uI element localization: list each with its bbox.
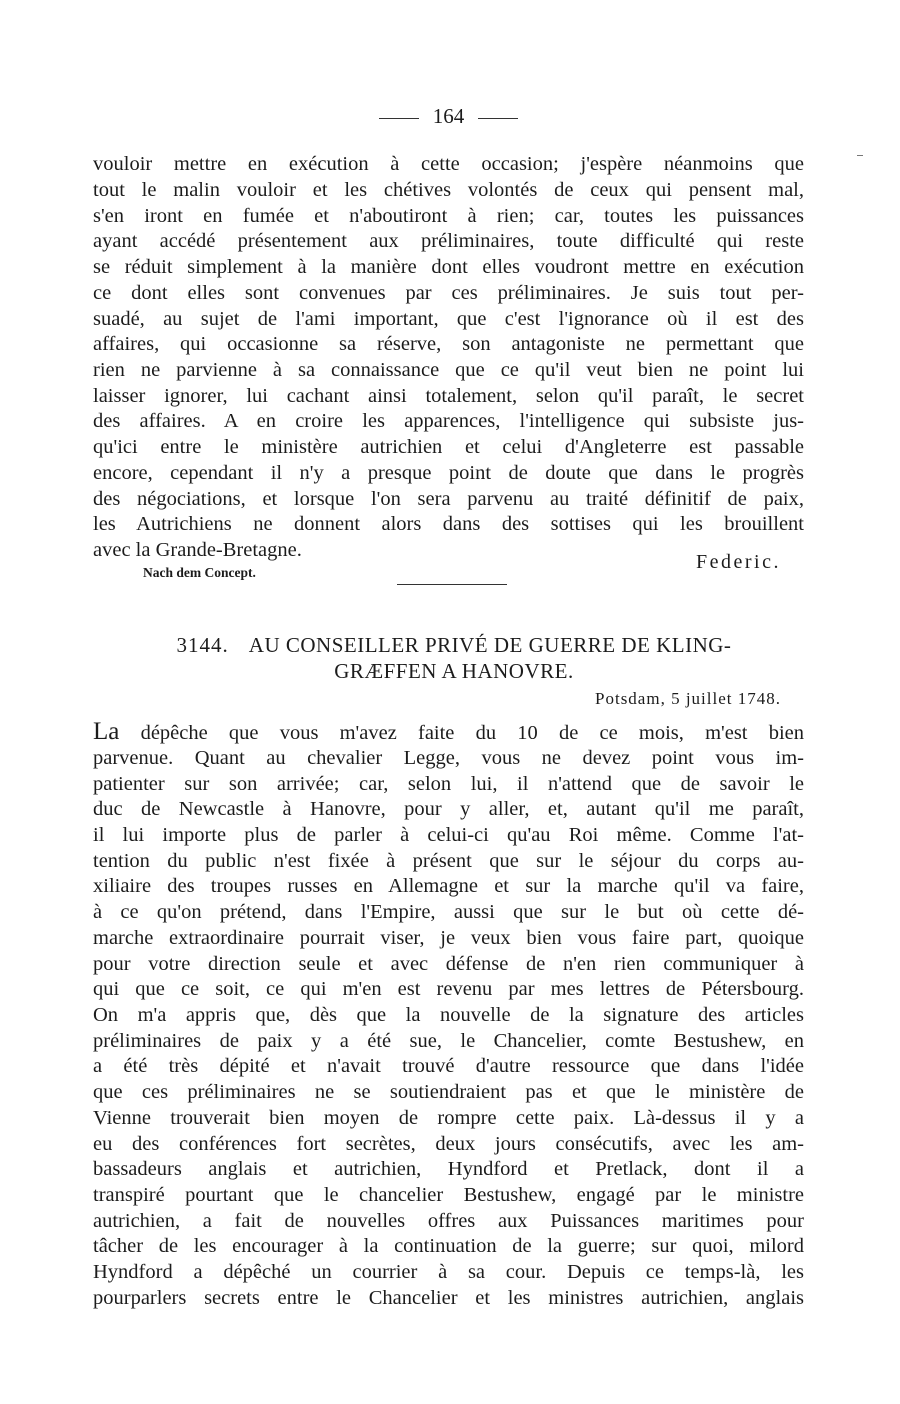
dateline: Potsdam, 5 juillet 1748. — [595, 689, 781, 708]
page-header — [93, 104, 804, 129]
text-line: affaires, qui occasionne sa réserve, son antagoniste ne permettant que — [93, 333, 804, 355]
text-line: qui que ce soit, ce qui m'en est revenu par mes lettres de Pétersbourg. — [93, 978, 804, 1000]
section-divider — [397, 584, 507, 585]
text-line: préliminaires de paix y a été sue, le Chancelier, comte Bestushew, en — [93, 1030, 804, 1052]
text-line: parvenue. Quant au chevalier Legge, vous ne devez point vous im- — [93, 747, 804, 769]
text-line: Vienne trouverait bien moyen de rompre cette paix. Là-dessus il y a — [93, 1107, 804, 1129]
text-line: ce dont elles sont convenues par ces préliminaires. Je suis tout per- — [93, 282, 804, 304]
text-line: xiliaire des troupes russes en Allemagne et sur la marche qu'il va faire, — [93, 875, 804, 897]
text-line: qu'ici entre le ministère autrichien et celui d'Angleterre est passable — [93, 436, 804, 458]
first-text-line — [93, 719, 804, 745]
letter-title-line1: AU CONSEILLER PRIVÉ DE GUERRE DE KLING- — [248, 633, 732, 657]
letter-title — [129, 632, 779, 658]
text-line: suadé, au sujet de l'ami important, que c'est l'ignorance où il est des — [93, 308, 804, 330]
text-line: encore, cependant il n'y a presque point de doute que dans le progrès — [93, 462, 804, 484]
text-line: laisser ignorer, lui cachant ainsi totalement, selon qu'il paraît, le secret — [93, 385, 804, 407]
letter-title-line2: GRÆFFEN A HANOVRE. — [334, 659, 574, 683]
text-line: marche extraordinaire pourrait viser, je veux bien vous faire part, quoique — [93, 927, 804, 949]
text-line: se réduit simplement à la manière dont elles voudront mettre en exécution — [93, 256, 804, 278]
source-note: Nach dem Concept. — [143, 565, 256, 580]
text-line: tout le malin vouloir et les chétives volontés de ceux qui pensent mal, — [93, 179, 804, 201]
text-line: vouloir mettre en exécution à cette occasion; j'espère néanmoins que — [93, 153, 804, 175]
text-line: tention du public n'est fixée à présent que sur le séjour du corps au- — [93, 850, 804, 872]
text-line: à ce qu'on prétend, dans l'Empire, aussi que sur le but où cette dé- — [93, 901, 804, 923]
header-rule-right — [478, 118, 518, 119]
text-line: que ces préliminaires ne se soutiendraient pas et que le ministère de — [93, 1081, 804, 1103]
text-line: patienter sur son arrivée; car, selon lui, il n'attend que de savoir le — [93, 773, 804, 795]
text-line: tâcher de les encourager à la continuation de la guerre; sur quoi, milord — [93, 1235, 804, 1257]
signature: Federic. — [696, 551, 781, 573]
text-line: des négociations, et lorsque l'on sera parvenu au traité définitif de paix, — [93, 488, 804, 510]
text-line: a été très dépité et n'avait trouvé d'autre ressource que dans l'idée — [93, 1055, 804, 1077]
text-line: s'en iront en fumée et n'aboutiront à rien; car, toutes les puissances — [93, 205, 804, 227]
text-line: rien ne parvienne à sa connaissance que ce qu'il veut bien ne point lui — [93, 359, 804, 381]
margin-mark — [857, 155, 863, 156]
text-line: avec la Grande-Bretagne. — [93, 539, 302, 561]
text-line: autrichien, a fait de nouvelles offres aux Puissances maritimes pour — [93, 1210, 804, 1232]
text-line: les Autrichiens ne donnent alors dans des sottises qui les brouillent — [93, 513, 804, 535]
text-line: ayant accédé présentement aux préliminaires, toute difficulté qui reste — [93, 230, 804, 252]
text-line: il lui importe plus de parler à celui-ci qu'au Roi même. Comme l'at- — [93, 824, 804, 846]
text-line: Hyndford a dépêché un courrier à sa cour. Depuis ce temps-là, les — [93, 1261, 804, 1283]
text-line: bassadeurs anglais et autrichien, Hyndford et Pretlack, dont il a — [93, 1158, 804, 1180]
text-line: des affaires. A en croire les apparences, l'intelligence qui subsiste jus- — [93, 410, 804, 432]
text-line: duc de Newcastle à Hanovre, pour y aller, et, autant qu'il me paraît, — [93, 798, 804, 820]
letter-number: 3144. — [176, 633, 229, 657]
text-line: transpiré pourtant que le chancelier Bestushew, engagé par le ministre — [93, 1184, 804, 1206]
header-rule-left — [379, 118, 419, 119]
first-line-rest: dépêche que vous m'avez faite du 10 de ce mois, m'est bien — [119, 722, 804, 744]
dropcap: La — [93, 718, 120, 745]
text-line: On m'a appris que, dès que la nouvelle de la signature des articles — [93, 1004, 804, 1026]
text-line: pourparlers secrets entre le Chancelier et les ministres autrichien, anglais — [93, 1287, 804, 1309]
text-line: eu des conférences fort secrètes, deux jours consécutifs, avec les am- — [93, 1133, 804, 1155]
page-number: 164 — [432, 104, 465, 128]
text-line: pour votre direction seule et avec défense de n'en rien communiquer à — [93, 953, 804, 975]
